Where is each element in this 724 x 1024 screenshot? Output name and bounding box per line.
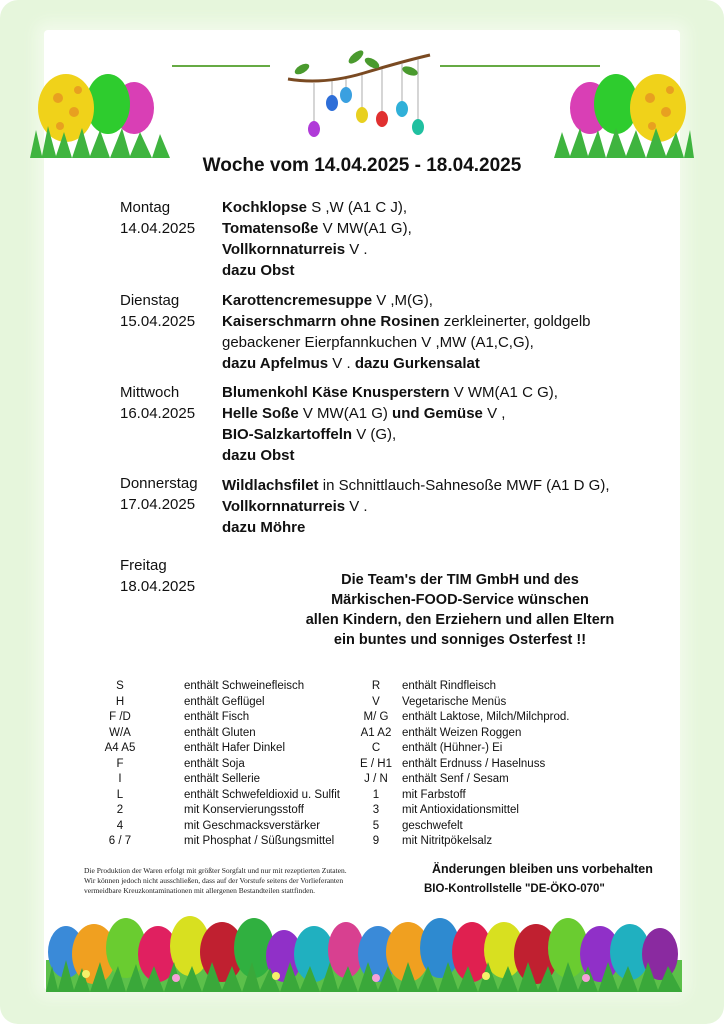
legend-text: mit Geschmacksverstärker — [184, 819, 321, 832]
dish-name: dazu Möhre — [222, 519, 306, 536]
legend-row — [115, 695, 600, 712]
day-name: Montag — [120, 199, 171, 216]
day-label-thursday — [120, 473, 198, 515]
easter-eggs-icon — [554, 68, 694, 158]
day-label-monday — [120, 197, 195, 239]
menu-line — [222, 475, 642, 496]
legend-row — [104, 742, 600, 758]
dish-details: S ,W (A1 C J), — [307, 199, 408, 216]
dish-name: dazu Gurkensalat — [354, 355, 480, 372]
dish-details: V , — [482, 405, 506, 422]
greeting-line: Die Team's der TIM GmbH und des — [341, 572, 579, 588]
menu-line — [222, 197, 642, 218]
legend-code: 3 — [372, 804, 380, 816]
legend-code: I — [118, 773, 122, 785]
greeting-line: allen Kindern, den Erziehern und allen Eltern — [305, 612, 615, 628]
legend-code: M/ G — [363, 711, 389, 723]
allergen-legend — [104, 680, 600, 851]
dish-name: dazu Apfelmus — [222, 355, 329, 372]
menu-line — [222, 424, 642, 445]
legend-text: geschwefelt — [402, 819, 463, 832]
top-divider-left — [172, 65, 270, 67]
legend-row — [120, 773, 600, 789]
menu-line — [222, 290, 642, 311]
dish-details: zerkleinerter, goldgelb — [439, 313, 591, 330]
dish-name: Karottencremesuppe — [222, 292, 373, 309]
legend-code: 4 — [116, 819, 124, 832]
changes-note: Änderungen bleiben uns vorbehalten — [432, 862, 653, 876]
legend-text: enthält Soja — [184, 757, 245, 770]
legend-row — [116, 819, 600, 836]
day-label-friday — [120, 555, 195, 597]
menu-line — [222, 332, 642, 353]
day-label-wednesday — [120, 382, 195, 424]
day-date: 15.04.2025 — [120, 313, 196, 330]
legend-text: mit Nitritpökelsalz — [402, 835, 493, 847]
dish-details: V MW(A1 G), — [318, 220, 412, 237]
dish-name: Kaiserschmarrn ohne Rosinen — [222, 313, 440, 330]
legend-code: S — [116, 680, 124, 692]
day-name: Donnerstag — [120, 475, 198, 492]
legend-text: enthält Sellerie — [184, 773, 261, 785]
week-title: Woche vom 14.04.2025 - 18.04.2025 — [202, 155, 522, 176]
dish-name: dazu Obst — [222, 262, 295, 279]
easter-eggs-icon — [30, 68, 170, 158]
legend-row — [108, 835, 600, 851]
branch-with-eggs-icon — [284, 45, 434, 140]
greeting-line: Märkischen-FOOD-Service wünschen — [331, 592, 589, 608]
disclaimer-line: Die Produktion der Waren erfolgt mit größter Sorgfalt und nur mit rezeptierten Zutaten. — [84, 866, 347, 875]
legend-row — [116, 680, 600, 696]
top-divider-right — [440, 65, 600, 67]
day-date: 16.04.2025 — [120, 405, 196, 422]
legend-text: enthält Laktose, Milch/Milchprod. — [402, 711, 570, 723]
menu-line — [222, 496, 642, 517]
legend-code: 1 — [372, 788, 380, 801]
day-date: 14.04.2025 — [120, 220, 196, 237]
menu-line — [222, 517, 642, 538]
legend-text: enthält Hafer Dinkel — [184, 742, 285, 754]
greeting-line: ein buntes und sonniges Osterfest !! — [333, 632, 587, 648]
legend-text: enthält Fisch — [184, 711, 250, 723]
legend-text: enthält Geflügel — [184, 695, 265, 708]
menu-line — [222, 260, 642, 281]
legend-text: enthält Senf / Sesam — [402, 773, 509, 785]
menu-line — [222, 353, 642, 374]
day-date: 18.04.2025 — [120, 578, 196, 595]
legend-code: J / N — [364, 773, 388, 785]
dish-name: Blumenkohl Käse Knusperstern — [222, 384, 450, 401]
day-name: Mittwoch — [120, 384, 180, 401]
dish-details: V ,M(G), — [372, 292, 433, 309]
legend-code: V — [372, 695, 380, 708]
legend-text: mit Farbstoff — [402, 788, 466, 801]
legend-text: enthält Rindfleisch — [402, 680, 496, 692]
legend-code: E / H1 — [360, 757, 392, 770]
dish-name: Helle Soße — [222, 405, 299, 422]
legend-code: H — [115, 695, 125, 708]
legend-code: L — [116, 788, 124, 801]
legend-text: enthält Gluten — [184, 726, 256, 739]
disclaimer-line: vermeidbare Kreuzkontaminationen mit allergenen Bestandteilen stattfinden. — [84, 886, 316, 895]
legend-row — [116, 788, 600, 805]
menu-line — [222, 445, 642, 466]
dish-details: in Schnittlauch-Sahnesoße MWF (A1 D G), — [318, 477, 610, 494]
legend-text: Vegetarische Menüs — [402, 695, 507, 708]
legend-text: mit Phosphat / Süßungsmittel — [184, 835, 335, 847]
legend-code: 9 — [372, 835, 380, 847]
dish-details: V (G), — [352, 426, 397, 443]
day-name: Freitag — [120, 557, 167, 574]
dish-name: dazu Obst — [222, 447, 295, 464]
dish-name: Wildlachsfilet — [222, 477, 319, 494]
dish-details: V . — [345, 498, 368, 515]
easter-greeting — [260, 570, 660, 650]
dish-name: BIO-Salzkartoffeln — [222, 426, 353, 443]
easter-eggs-meadow-icon — [46, 900, 682, 992]
allergen-disclaimer — [84, 866, 404, 896]
menu-tuesday — [222, 290, 642, 374]
legend-text: enthält Weizen Roggen — [402, 726, 522, 739]
dish-name: und Gemüse — [392, 405, 483, 422]
legend-row — [109, 711, 600, 727]
legend-text: enthält (Hühner-) Ei — [402, 742, 503, 754]
dish-details: V WM(A1 C G), — [449, 384, 558, 401]
legend-text: mit Konservierungsstoff — [184, 804, 304, 816]
dish-details: V . — [328, 355, 355, 372]
legend-code: F /D — [109, 711, 131, 723]
dish-details: gebackener Eierpfannkuchen V ,MW (A1,C,G), — [222, 334, 534, 351]
dish-name: Vollkornnaturreis — [222, 498, 346, 515]
bio-control-note: BIO-Kontrollstelle "DE-ÖKO-070" — [424, 883, 605, 895]
legend-text: enthält Schwefeldioxid u. Sulfit — [184, 788, 340, 801]
legend-text: enthält Erdnuss / Haselnuss — [402, 757, 546, 770]
legend-code: 2 — [116, 804, 124, 816]
menu-line — [222, 218, 642, 239]
menu-line — [222, 382, 642, 403]
menu-wednesday — [222, 382, 642, 466]
day-date: 17.04.2025 — [120, 496, 196, 513]
legend-code: A1 A2 — [360, 726, 392, 739]
legend-text: mit Antioxidationsmittel — [402, 804, 519, 816]
menu-thursday — [222, 475, 642, 538]
dish-details: V MW(A1 G) — [298, 405, 393, 422]
legend-code: 6 / 7 — [108, 835, 132, 847]
legend-code: W/A — [109, 726, 131, 739]
legend-row — [116, 757, 600, 774]
legend-row — [109, 726, 600, 743]
day-label-tuesday — [120, 290, 195, 332]
dish-name: Vollkornnaturreis — [222, 241, 346, 258]
legend-code: F — [116, 757, 124, 770]
legend-code: C — [371, 742, 381, 754]
menu-line — [222, 403, 642, 424]
menu-monday — [222, 197, 642, 281]
dish-details: V . — [345, 241, 368, 258]
day-name: Dienstag — [120, 292, 180, 309]
legend-text: enthält Schweinefleisch — [184, 680, 305, 692]
dish-name: Kochklopse — [222, 199, 308, 216]
menu-line — [222, 239, 642, 260]
disclaimer-line: Wir können jedoch nicht ausschließen, dass auf der Vorstufe seitens der Vorlieferanten — [84, 876, 344, 885]
legend-code: A4 A5 — [104, 742, 136, 754]
legend-row — [116, 804, 600, 820]
legend-code: 5 — [372, 819, 380, 832]
legend-code: R — [371, 680, 381, 692]
dish-name: Tomatensoße — [222, 220, 319, 237]
menu-line — [222, 311, 642, 332]
